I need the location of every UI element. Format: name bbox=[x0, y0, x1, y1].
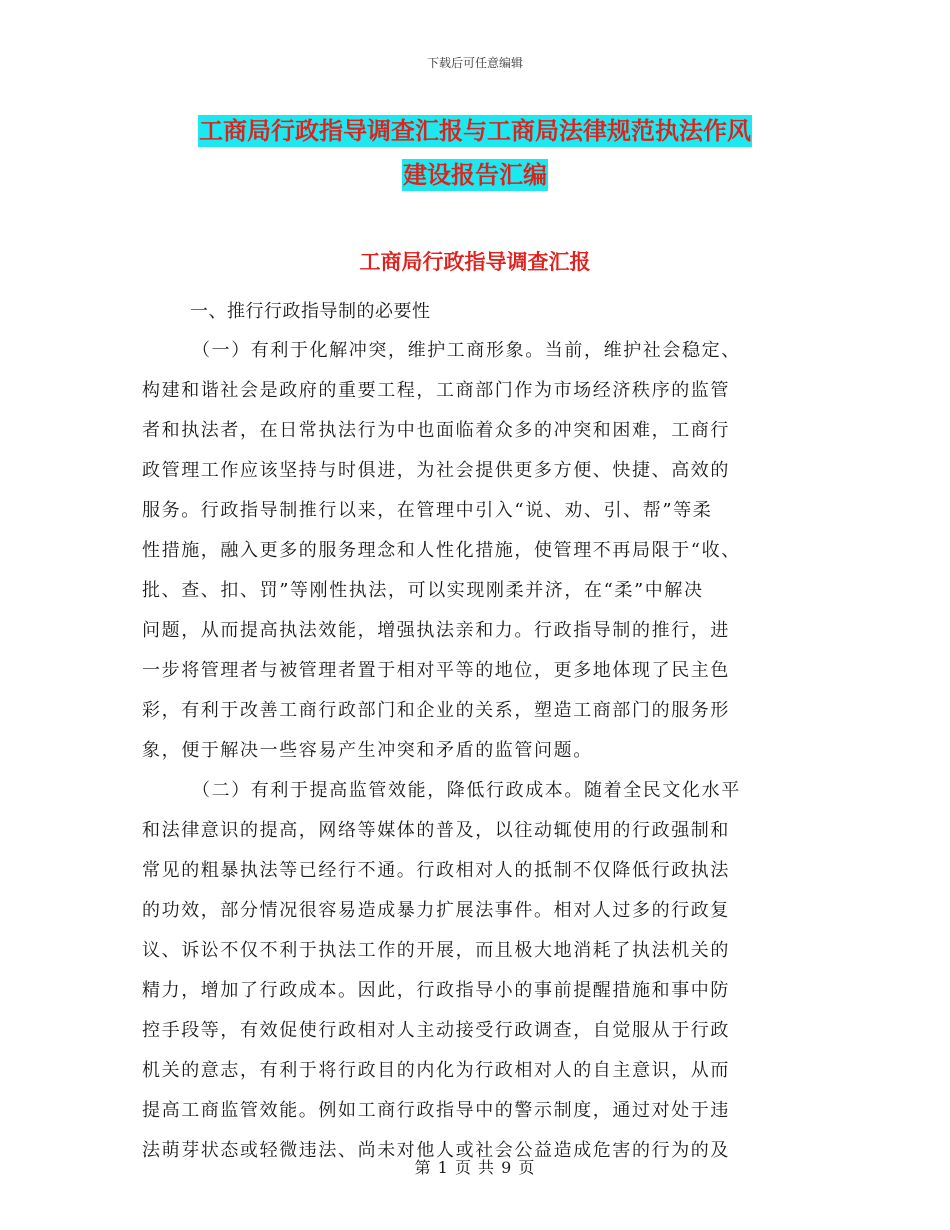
paragraph-line: 构建和谐社会是政府的重要工程，工商部门作为市场经济秩序的监管 bbox=[142, 380, 730, 401]
paragraph-line: 精力，增加了行政成本。因此，行政指导小的事前提醒措施和事中防 bbox=[142, 980, 730, 1001]
section-title: 工商局行政指导调查汇报 bbox=[359, 250, 591, 274]
paragraph-line: （二）有利于提高监管效能，降低行政成本。随着全民文化水平 bbox=[192, 780, 741, 801]
paragraph-line: 的功效，部分情况很容易造成暴力扩展法事件。相对人过多的行政复 bbox=[142, 900, 730, 921]
document-title-line-1-text: 工商局行政指导调查汇报与工商局法律规范执法作风 bbox=[199, 117, 751, 145]
paragraph-line: （一）有利于化解冲突，维护工商形象。当前，维护社会稳定、 bbox=[192, 340, 741, 361]
paragraph-line: 性措施，融入更多的服务理念和人性化措施，使管理不再局限于“收、 bbox=[142, 540, 741, 561]
paragraph-line: 议、诉讼不仅不利于执法工作的开展，而且极大地消耗了执法机关的 bbox=[142, 940, 730, 961]
paragraph-line: 和法律意识的提高，网络等媒体的普及，以往动辄使用的行政强制和 bbox=[142, 820, 730, 841]
paragraph-line: 提高工商监管效能。例如工商行政指导中的警示制度，通过对处于违 bbox=[142, 1100, 730, 1121]
paragraph-line: 者和执法者，在日常执法行为中也面临着众多的冲突和困难，工商行 bbox=[142, 420, 730, 441]
paragraph-line: 法萌芽状态或轻微违法、尚未对他人或社会公益造成危害的行为的及 bbox=[142, 1140, 730, 1161]
document-title-line-2 bbox=[150, 152, 800, 198]
paragraph-line: 批、查、扣、罚”等刚性执法，可以实现刚柔并济，在“柔”中解决 bbox=[142, 580, 704, 601]
paragraph-line: 政管理工作应该坚持与时俱进，为社会提供更多方便、快捷、高效的 bbox=[142, 460, 730, 481]
paragraph-line: 象，便于解决一些容易产生冲突和矛盾的监管问题。 bbox=[142, 740, 593, 761]
section-heading-1: 一、推行行政指导制的必要性 bbox=[190, 301, 431, 322]
paragraph-line: 彩，有利于改善工商行政部门和企业的关系，塑造工商部门的服务形 bbox=[142, 700, 730, 721]
document-title-line-2-text: 建设报告汇编 bbox=[403, 161, 547, 189]
paragraph-line: 服务。行政指导制推行以来，在管理中引入“说、劝、引、帮”等柔 bbox=[142, 500, 713, 521]
paragraph-line: 控手段等，有效促使行政相对人主动接受行政调查，自觉服从于行政 bbox=[142, 1020, 730, 1041]
paragraph-line: 机关的意志，有利于将行政目的内化为行政相对人的自主意识，从而 bbox=[142, 1060, 730, 1081]
paragraph-line: 一步将管理者与被管理者置于相对平等的地位，更多地体现了民主色 bbox=[142, 660, 730, 681]
page-number-footer: 第 1 页 共 9 页 bbox=[414, 1158, 536, 1177]
paragraph-line: 问题，从而提高执法效能，增强执法亲和力。行政指导制的推行，进 bbox=[142, 620, 730, 641]
paragraph-line: 常见的粗暴执法等已经行不通。行政相对人的抵制不仅降低行政执法 bbox=[142, 860, 730, 881]
document-title-line-1 bbox=[150, 108, 800, 154]
page-header-note: 下载后可任意编辑 bbox=[426, 56, 523, 70]
